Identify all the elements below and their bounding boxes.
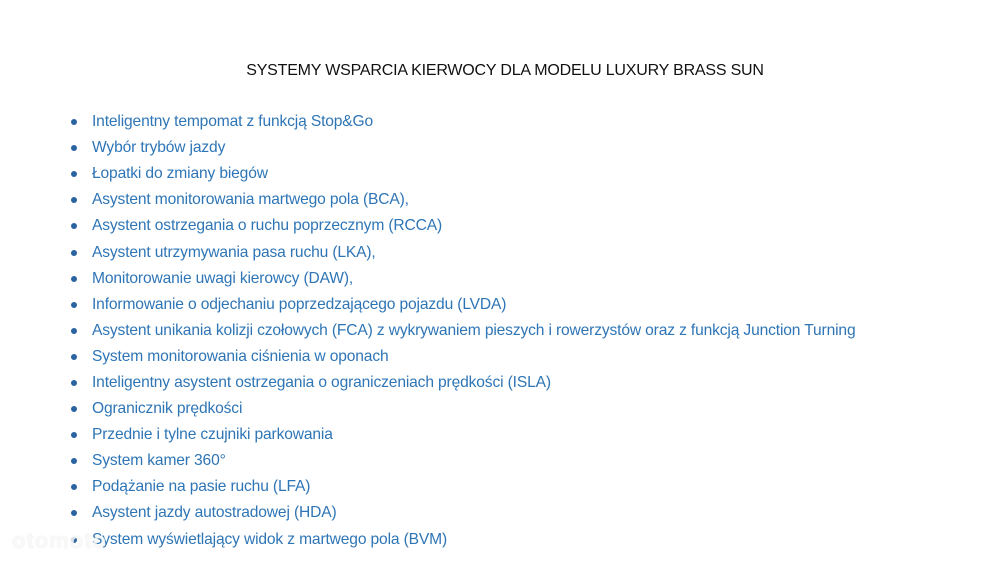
list-item-text: Inteligentny tempomat z funkcją Stop&Go (92, 113, 374, 131)
list-item (70, 239, 855, 265)
list-item (70, 344, 855, 370)
bullet-icon (71, 510, 77, 516)
list-item (70, 292, 855, 318)
bullet-icon (71, 458, 77, 464)
list-item (70, 187, 855, 213)
bullet-icon (71, 276, 77, 282)
list-item-text: System monitorowania ciśnienia w oponach (92, 347, 389, 365)
bullet-icon (71, 171, 77, 177)
list-item-text: Asystent unikania kolizji czołowych (FCA) z wykrywaniem pieszych i rowerzystów oraz z funkcją Junction Turning (92, 321, 856, 339)
bullet-icon (71, 197, 77, 203)
list-item-text: Ogranicznik prędkości (92, 400, 243, 418)
list-item (70, 396, 855, 422)
list-item (70, 135, 855, 161)
bullet-icon (71, 432, 77, 438)
list-item-text: System kamer 360° (92, 452, 226, 470)
list-item-text: Przednie i tylne czujniki parkowania (92, 426, 333, 444)
list-item (70, 474, 855, 500)
list-item-text: System wyświetlający widok z martwego pola (BVM) (92, 530, 448, 548)
list-item-text: Łopatki do zmiany biegów (92, 165, 268, 183)
list-item-text: Podążanie na pasie ruchu (LFA) (92, 478, 311, 496)
list-item (70, 527, 855, 553)
list-item (70, 500, 855, 526)
bullet-icon (71, 145, 77, 151)
bullet-icon (71, 380, 77, 386)
list-item (70, 318, 855, 344)
list-item-text: Inteligentny asystent ostrzegania o ograniczeniach prędkości (ISLA) (92, 373, 551, 391)
list-item (70, 266, 855, 292)
list-item-text: Asystent ostrzegania o ruchu poprzecznym (RCCA) (92, 217, 443, 235)
list-item-text: Monitorowanie uwagi kierowcy (DAW), (92, 269, 354, 287)
bullet-icon (71, 328, 77, 334)
list-item (70, 370, 855, 396)
watermark-logo: otomoto (12, 528, 107, 553)
list-item-text: Asystent monitorowania martwego pola (BCA), (92, 191, 409, 209)
bullet-icon (71, 119, 77, 125)
list-item-text: Informowanie o odjechaniu poprzedzającego pojazdu (LVDA) (92, 295, 507, 313)
bullet-icon (71, 223, 77, 229)
list-item (70, 109, 855, 135)
bullet-icon (71, 250, 77, 256)
list-item (70, 422, 855, 448)
list-item (70, 213, 855, 239)
feature-list (70, 109, 855, 553)
list-item-text: Wybór trybów jazdy (92, 139, 226, 157)
bullet-icon (71, 354, 77, 360)
bullet-icon (71, 484, 77, 490)
list-item-text: Asystent jazdy autostradowej (HDA) (92, 504, 337, 522)
bullet-icon (71, 406, 77, 412)
page-title: SYSTEMY WSPARCIA KIERWOCY DLA MODELU LUXURY BRASS SUN (246, 62, 764, 79)
list-item (70, 448, 855, 474)
list-item-text: Asystent utrzymywania pasa ruchu (LKA), (92, 243, 376, 261)
list-item (70, 161, 855, 187)
bullet-icon (71, 302, 77, 308)
